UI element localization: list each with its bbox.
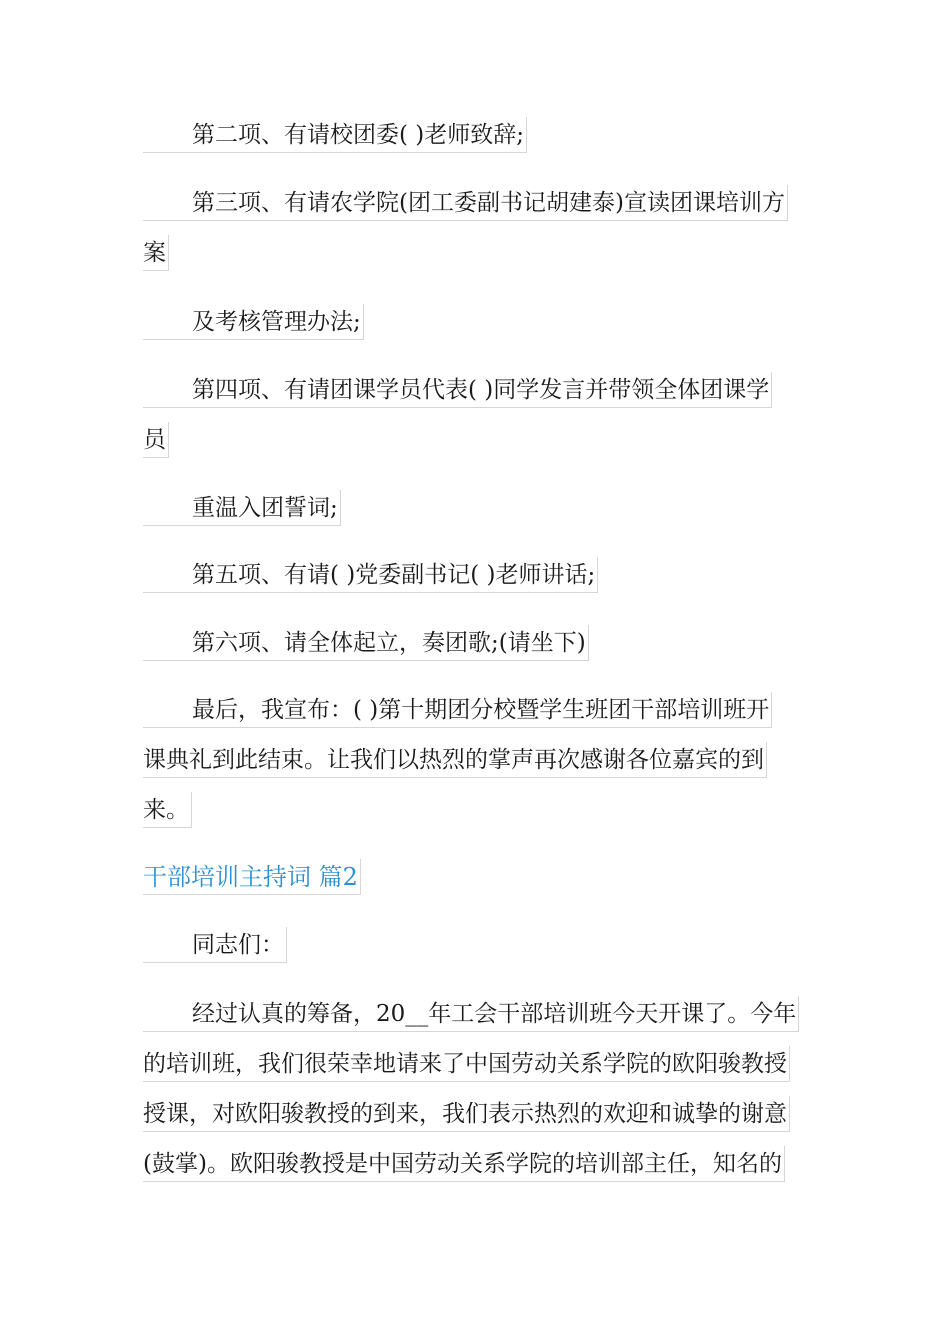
paragraph-line: 第四项、有请团课学员代表( )同学发言并带领全体团课学: [143, 372, 772, 408]
paragraph-line: 来。: [143, 792, 192, 828]
section-heading: 干部培训主持词 篇2: [143, 859, 361, 895]
paragraph-line: 案: [143, 235, 169, 271]
paragraph-line: 第六项、请全体起立，奏团歌;(请坐下): [143, 625, 589, 661]
paragraph-line: 的培训班，我们很荣幸地请来了中国劳动关系学院的欧阳骏教授: [143, 1046, 790, 1082]
paragraph-line: 授课，对欧阳骏教授的到来，我们表示热烈的欢迎和诚挚的谢意: [143, 1096, 790, 1132]
paragraph-line: 同志们：: [143, 927, 287, 963]
paragraph-line: 最后，我宣布：( )第十期团分校暨学生班团干部培训班开: [143, 692, 772, 728]
paragraph-line: (鼓掌)。欧阳骏教授是中国劳动关系学院的培训部主任，知名的: [143, 1146, 785, 1182]
paragraph-line: 第二项、有请校团委( )老师致辞;: [143, 117, 527, 153]
paragraph-line: 员: [143, 422, 169, 458]
paragraph-line: 经过认真的筹备，20__年工会干部培训班今天开课了。今年: [143, 996, 799, 1032]
paragraph-line: 第五项、有请( )党委副书记( )老师讲话;: [143, 557, 598, 593]
paragraph-line: 重温入团誓词;: [143, 490, 341, 526]
paragraph-line: 第三项、有请农学院(团工委副书记胡建泰)宣读团课培训方: [143, 185, 788, 221]
paragraph-line: 及考核管理办法;: [143, 304, 364, 340]
paragraph-line: 课典礼到此结束。让我们以热烈的掌声再次感谢各位嘉宾的到: [143, 742, 767, 778]
